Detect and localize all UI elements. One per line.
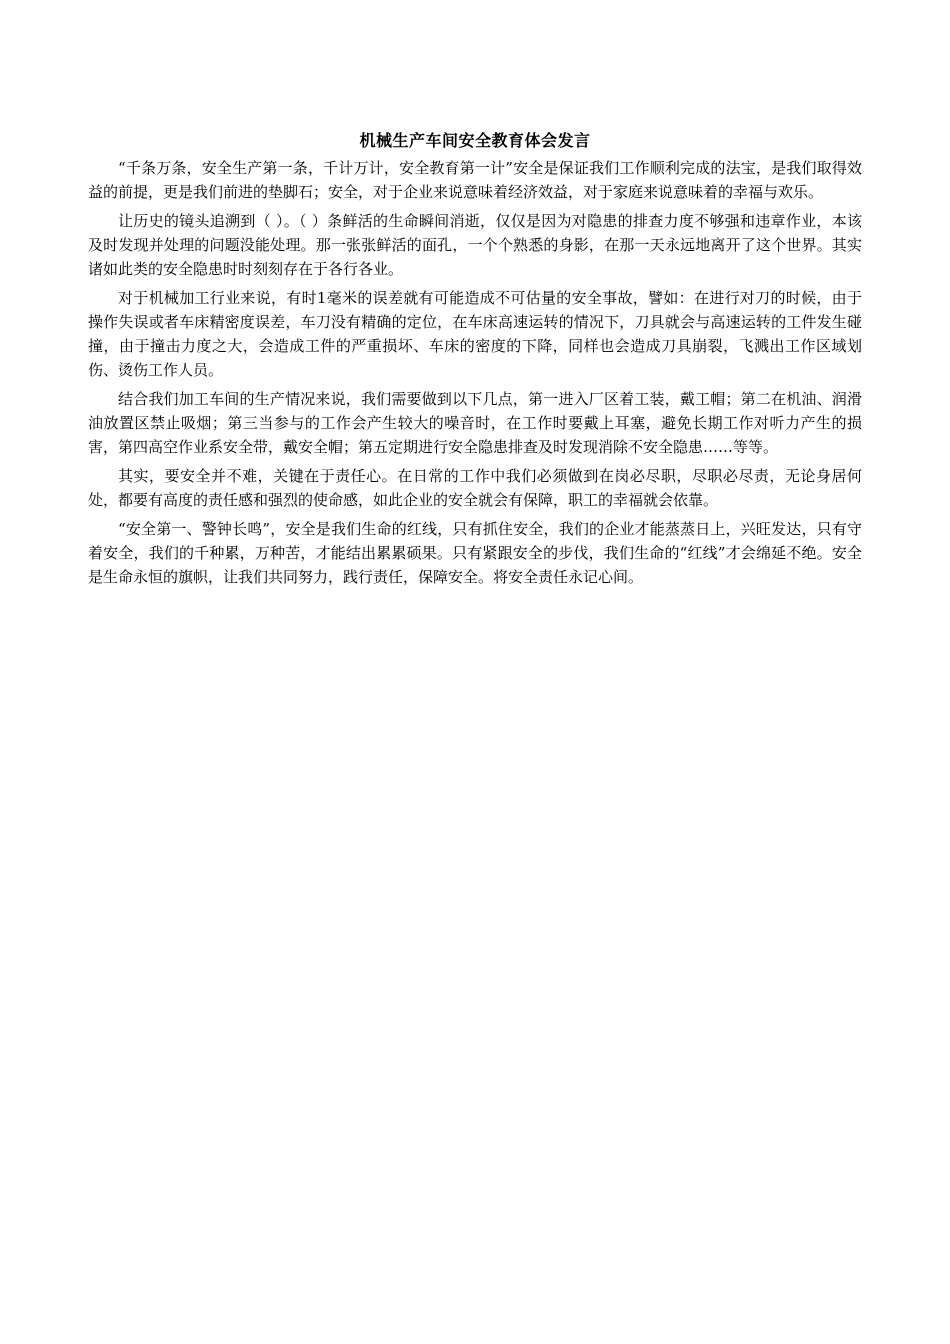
paragraph-1: “千条万条，安全生产第一条，千计万计，安全教育第一计”安全是保证我们工作顺利完成的法宝，是我们取得效益的前提，更是我们前进的垫脚石；安全，对于企业来说意味着经济效益，对于家庭来说意味着的幸福与欢乐。	[88, 159, 862, 201]
paragraph-4: 结合我们加工车间的生产情况来说，我们需要做到以下几点，第一进入厂区着工装，戴工帽；第二在机油、润滑油放置区禁止吸烟；第三当参与的工作会产生较大的噪音时，在工作时要戴上耳塞，避免长期工作对听力产生的损害，第四高空作业系安全带，戴安全帽；第五定期进行安全隐患排查及时发现消除不安全隐患……等等。	[88, 390, 862, 456]
paragraph-6: “安全第一、警钟长鸣”，安全是我们生命的红线，只有抓住安全，我们的企业才能蒸蒸日上，兴旺发达，只有守着安全，我们的千种累，万种苦，才能结出累累硕果。只有紧跟安全的步伐，我们生命的“红线”才会绵延不绝。安全是生命永恒的旗帜，让我们共同努力，践行责任，保障安全。将安全责任永记心间。	[88, 520, 862, 586]
paragraph-5: 其实，要安全并不难，关键在于责任心。在日常的工作中我们必须做到在岗必尽职，尽职必尽责，无论身居何处，都要有高度的责任感和强烈的使命感，如此企业的安全就会有保障，职工的幸福就会依靠。	[88, 467, 862, 509]
paragraph-2: 让历史的镜头追溯到（ ）。（ ）条鲜活的生命瞬间消逝，仅仅是因为对隐患的排查力度不够强和违章作业，本该及时发现并处理的问题没能处理。那一张张鲜活的面孔，一个个熟悉的身影，在那一天永远地离开了这个世界。其实诸如此类的安全隐患时时刻刻存在于各行各业。	[88, 212, 862, 278]
paragraph-3: 对于机械加工行业来说，有时1毫米的误差就有可能造成不可估量的安全事故，譬如：在进行对刀的时候，由于操作失误或者车床精密度误差，车刀没有精确的定位，在车床高速运转的情况下，刀具就会与高速运转的工件发生碰撞，由于撞击力度之大，会造成工件的严重损坏、车床的密度的下降，同样也会造成刀具崩裂，飞溅出工作区域划伤、烫伤工作人员。	[88, 289, 862, 379]
document-page	[88, 128, 862, 594]
document-title: 机械生产车间安全教育体会发言	[359, 131, 591, 150]
